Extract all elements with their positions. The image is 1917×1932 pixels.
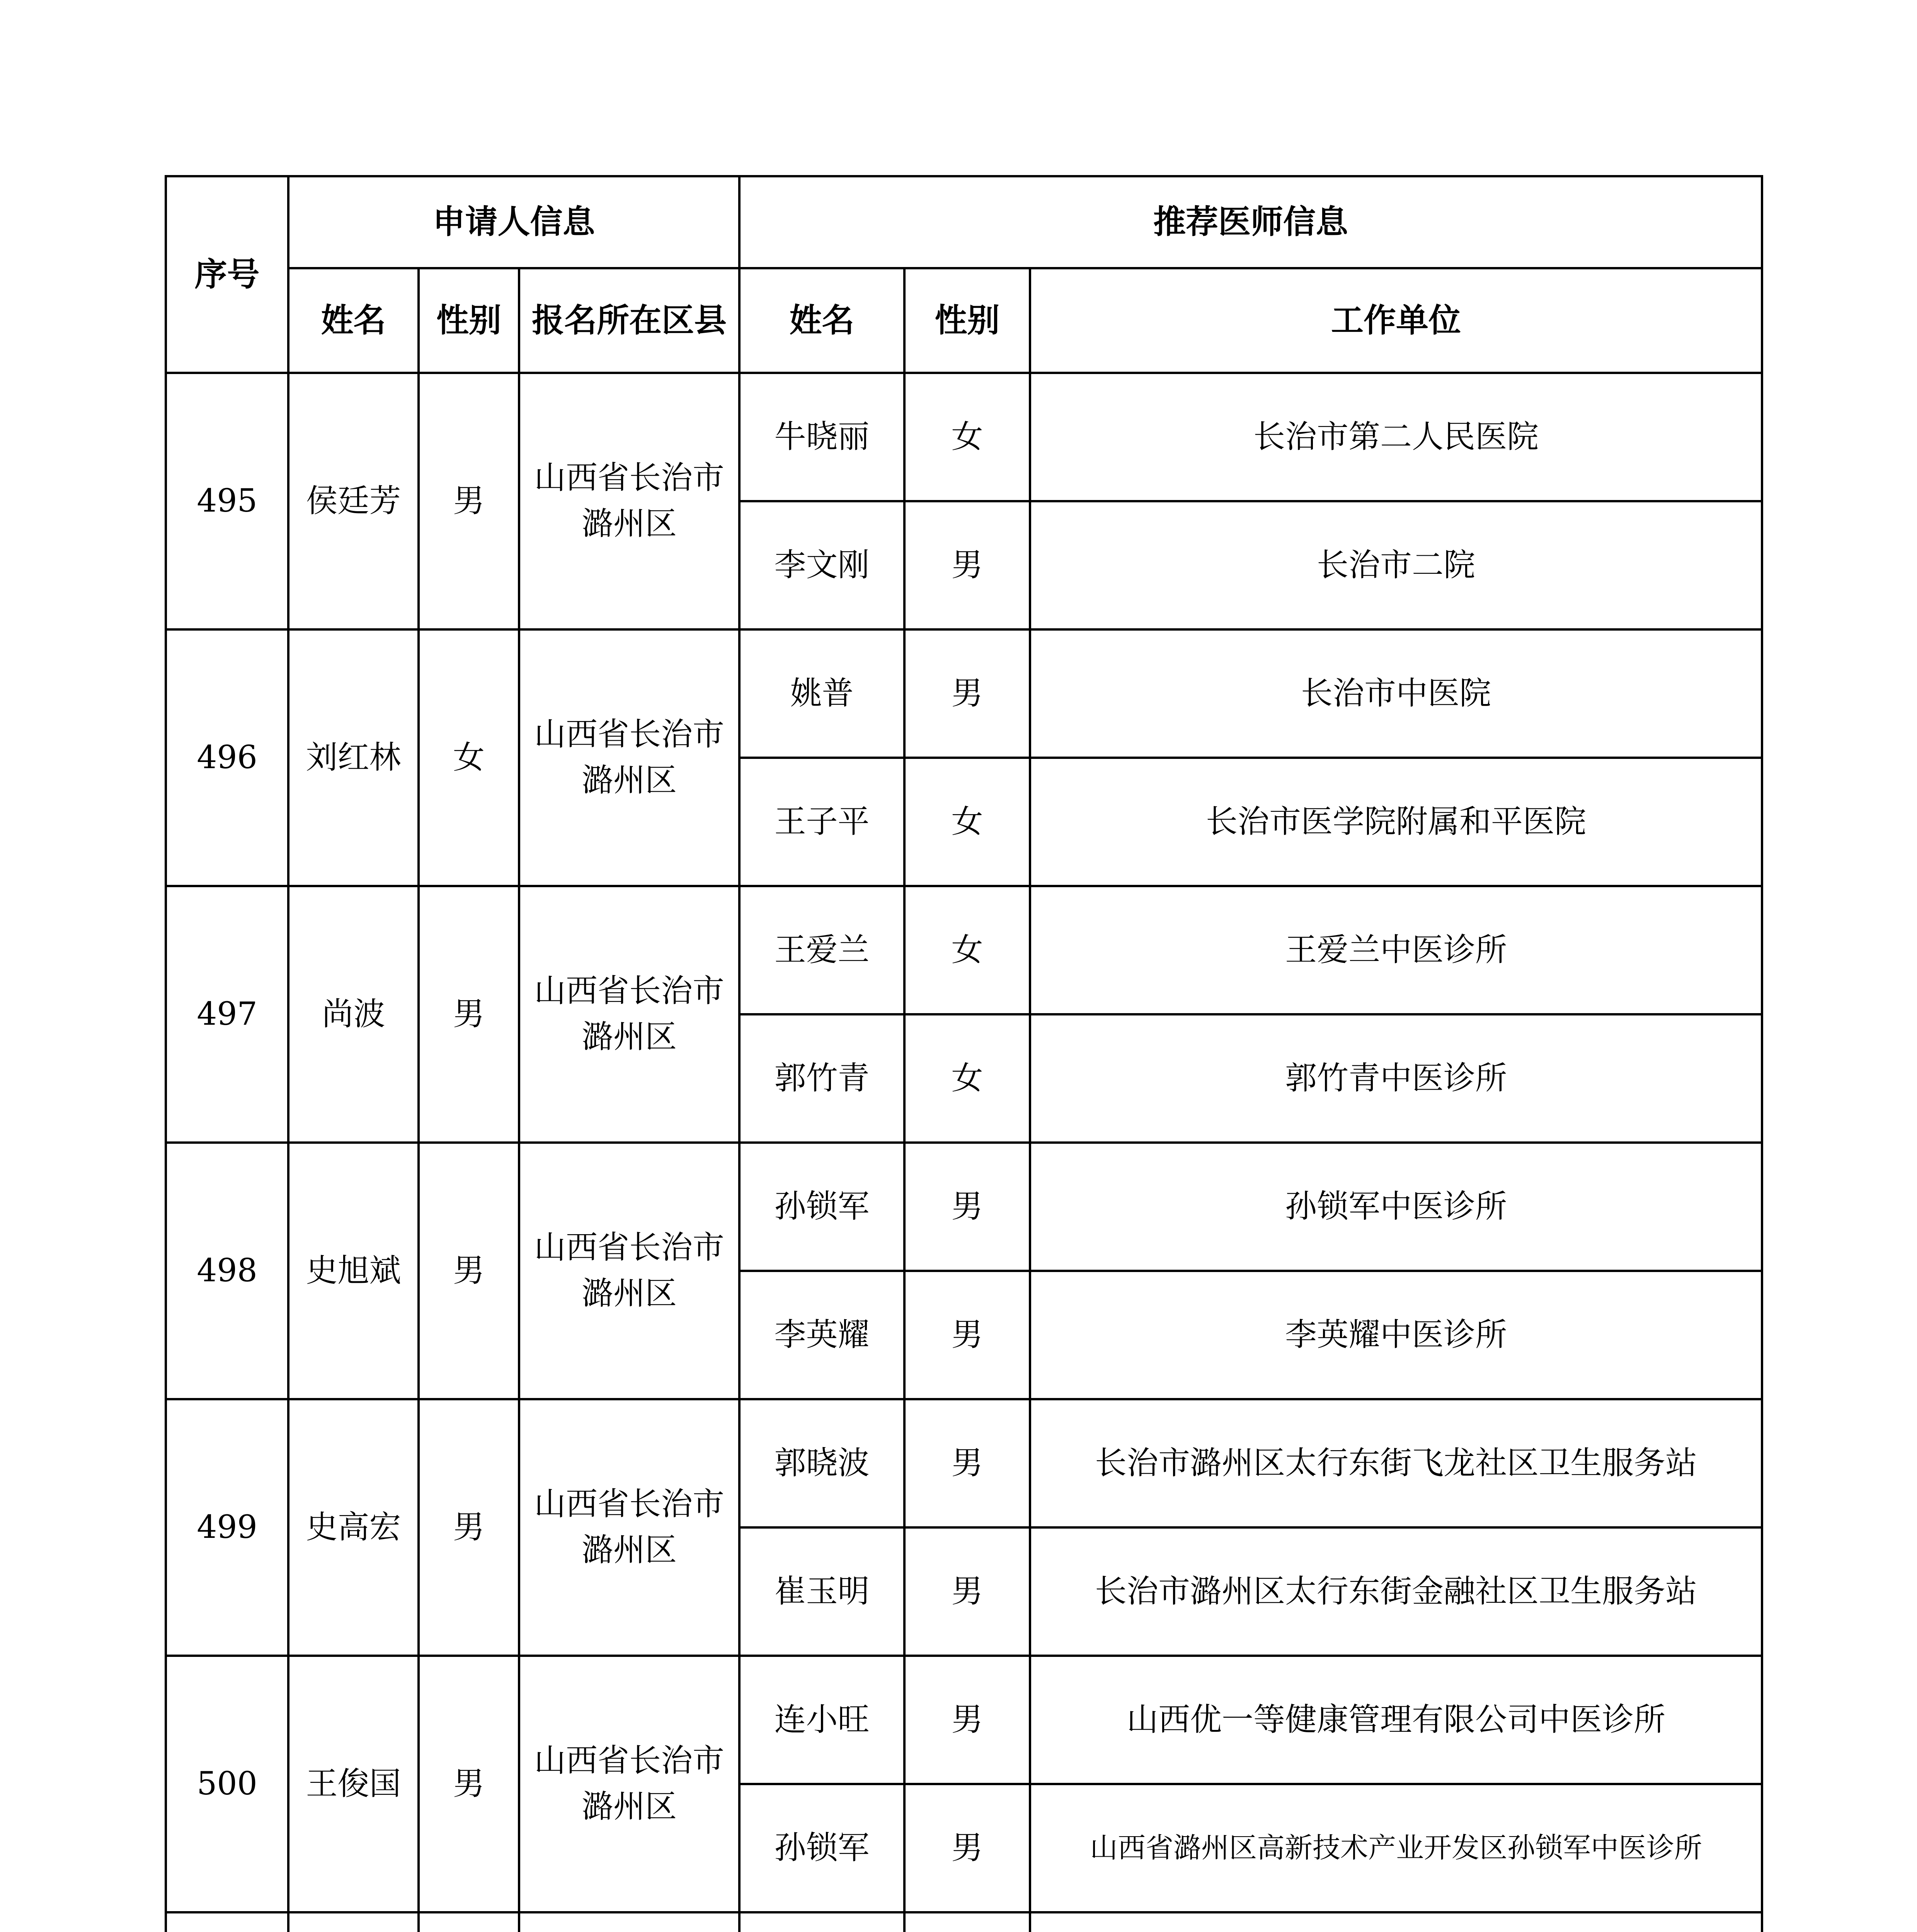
workplace-cell: 长治市中医院 xyxy=(1030,629,1762,758)
header-row-top xyxy=(166,176,1762,268)
header-doctor-group: 推荐医师信息 xyxy=(739,176,1762,268)
doctor-name-cell: 牛晓丽 xyxy=(739,373,904,501)
workplace-cell: 长治市二院 xyxy=(1030,501,1762,629)
doctor-gender-cell: 男 xyxy=(904,501,1030,629)
district-cell: 山西省长治市潞州区 xyxy=(519,373,739,629)
doctor-gender-cell: 男 xyxy=(904,1656,1030,1784)
doctor-name-cell: 李英耀 xyxy=(739,1271,904,1399)
doctor-name-cell: 孙锁军 xyxy=(739,1784,904,1912)
table-row xyxy=(166,1912,1762,1932)
workplace-cell: 长治市潞州区太行东街飞龙社区卫生服务站 xyxy=(1030,1399,1762,1527)
applicant-name-cell: 史旭斌 xyxy=(288,1143,419,1399)
district-cell: 山西省长治市潞州区 xyxy=(519,1399,739,1656)
seq-cell: 500 xyxy=(166,1656,288,1912)
workplace-cell xyxy=(1030,1912,1762,1932)
doctor-name-cell: 崔玉明 xyxy=(739,1527,904,1656)
applicant-name-cell: 史高宏 xyxy=(288,1399,419,1656)
applicant-name-cell: 尚波 xyxy=(288,886,419,1143)
doctor-name-cell: 李文刚 xyxy=(739,501,904,629)
table-row xyxy=(166,373,1762,501)
header-row-sub xyxy=(166,268,1762,373)
workplace-cell: 长治市第二人民医院 xyxy=(1030,373,1762,501)
doctor-gender-cell: 女 xyxy=(904,1014,1030,1143)
table-row xyxy=(166,886,1762,1014)
workplace-cell: 山西省潞州区高新技术产业开发区孙锁军中医诊所 xyxy=(1030,1784,1762,1912)
workplace-cell: 王爱兰中医诊所 xyxy=(1030,886,1762,1014)
seq-cell xyxy=(166,1912,288,1932)
applicant-gender-cell: 男 xyxy=(419,373,519,629)
header-workplace: 工作单位 xyxy=(1030,268,1762,373)
header-gender: 性别 xyxy=(419,268,519,373)
seq-cell: 495 xyxy=(166,373,288,629)
workplace-cell: 长治市潞州区太行东街金融社区卫生服务站 xyxy=(1030,1527,1762,1656)
seq-cell: 499 xyxy=(166,1399,288,1656)
recommendation-table xyxy=(165,175,1763,1932)
doctor-gender-cell: 男 xyxy=(904,1271,1030,1399)
doctor-gender-cell: 女 xyxy=(904,373,1030,501)
doctor-gender-cell: 男 xyxy=(904,1143,1030,1271)
district-cell xyxy=(519,1912,739,1932)
applicant-name-cell: 王俊国 xyxy=(288,1656,419,1912)
table-row xyxy=(166,1656,1762,1784)
district-cell: 山西省长治市潞州区 xyxy=(519,1143,739,1399)
applicant-gender-cell xyxy=(419,1912,519,1932)
applicant-name-cell: 侯廷芳 xyxy=(288,373,419,629)
doctor-gender-cell: 男 xyxy=(904,1527,1030,1656)
doctor-gender-cell: 男 xyxy=(904,1784,1030,1912)
doctor-name-cell: 王子平 xyxy=(739,758,904,886)
header-doctor-name: 姓名 xyxy=(739,268,904,373)
doctor-name-cell: 孙锁军 xyxy=(739,1143,904,1271)
table-row xyxy=(166,629,1762,758)
doctor-name-cell: 郭竹青 xyxy=(739,1014,904,1143)
doctor-gender-cell xyxy=(904,1912,1030,1932)
workplace-cell: 山西优一等健康管理有限公司中医诊所 xyxy=(1030,1656,1762,1784)
header-applicant-group: 申请人信息 xyxy=(288,176,739,268)
doctor-name-cell: 王爱兰 xyxy=(739,886,904,1014)
doctor-name-cell: 姚普 xyxy=(739,629,904,758)
applicant-name-cell: 刘红林 xyxy=(288,629,419,886)
district-cell: 山西省长治市潞州区 xyxy=(519,886,739,1143)
workplace-cell: 郭竹青中医诊所 xyxy=(1030,1014,1762,1143)
table-row xyxy=(166,1399,1762,1527)
doctor-gender-cell: 男 xyxy=(904,1399,1030,1527)
doctor-gender-cell: 男 xyxy=(904,629,1030,758)
doctor-name-cell xyxy=(739,1912,904,1932)
applicant-gender-cell: 女 xyxy=(419,629,519,886)
header-seq: 序号 xyxy=(166,176,288,373)
applicant-gender-cell: 男 xyxy=(419,1399,519,1656)
seq-cell: 496 xyxy=(166,629,288,886)
workplace-cell: 李英耀中医诊所 xyxy=(1030,1271,1762,1399)
applicant-gender-cell: 男 xyxy=(419,886,519,1143)
district-cell: 山西省长治市潞州区 xyxy=(519,629,739,886)
seq-cell: 498 xyxy=(166,1143,288,1399)
applicant-name-cell xyxy=(288,1912,419,1932)
district-cell: 山西省长治市潞州区 xyxy=(519,1656,739,1912)
workplace-cell: 长治市医学院附属和平医院 xyxy=(1030,758,1762,886)
doctor-name-cell: 郭晓波 xyxy=(739,1399,904,1527)
doctor-gender-cell: 女 xyxy=(904,758,1030,886)
applicant-gender-cell: 男 xyxy=(419,1656,519,1912)
applicant-gender-cell: 男 xyxy=(419,1143,519,1399)
doctor-name-cell: 连小旺 xyxy=(739,1656,904,1784)
workplace-cell: 孙锁军中医诊所 xyxy=(1030,1143,1762,1271)
header-doctor-gender: 性别 xyxy=(904,268,1030,373)
table-row xyxy=(166,1143,1762,1271)
header-name: 姓名 xyxy=(288,268,419,373)
header-district: 报名所在区县 xyxy=(519,268,739,373)
doctor-gender-cell: 女 xyxy=(904,886,1030,1014)
seq-cell: 497 xyxy=(166,886,288,1143)
